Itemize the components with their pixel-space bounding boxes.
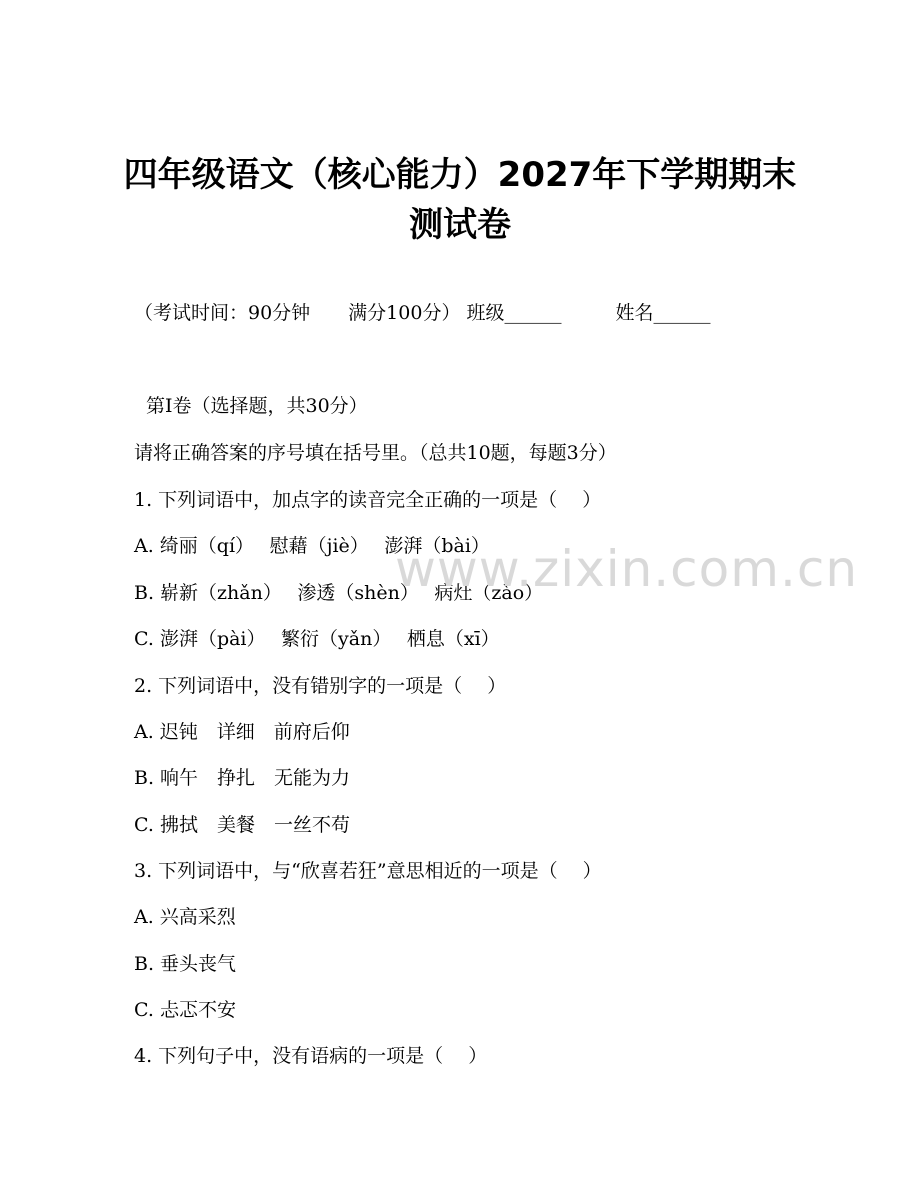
section-instruction: 请将正确答案的序号填在括号里。（总共10题，每题3分） — [134, 442, 617, 464]
question-option: A. 迟钝 详细 前府后仰 — [134, 721, 350, 743]
section-heading: 第Ⅰ卷（选择题，共30分） — [146, 395, 368, 417]
title-line-2: 测试卷 — [409, 205, 511, 245]
exam-info: （考试时间：90分钟 满分100分） — [134, 302, 461, 324]
class-field: 班级______ — [466, 302, 562, 324]
question-option: B. 响午 挣扎 无能为力 — [134, 767, 351, 789]
question-option: A. 绮丽（qí） 慰藉（jiè） 澎湃（bài） — [134, 535, 490, 557]
name-field: 姓名______ — [615, 302, 711, 324]
question-option: C. 澎湃（pài） 繁衍（yǎn） 栖息（xī） — [134, 628, 500, 650]
question-stem: 4. 下列句子中，没有语病的一项是（ ） — [134, 1045, 488, 1067]
question-stem: 2. 下列词语中，没有错别字的一项是（ ） — [134, 675, 507, 697]
question-stem: 1. 下列词语中，加点字的读音完全正确的一项是（ ） — [134, 489, 602, 511]
question-option: C. 拂拭 美餐 一丝不苟 — [134, 814, 350, 836]
title-line-1: 四年级语文（核心能力）2027年下学期期末 — [123, 155, 797, 195]
question-option: A. 兴高采烈 — [134, 906, 236, 928]
question-stem: 3. 下列词语中，与“欣喜若狂”意思相近的一项是（ ） — [134, 860, 602, 882]
watermark: www.zixin.com.cn — [395, 540, 859, 598]
question-option: B. 崭新（zhǎn） 渗透（shèn） 病灶（zào） — [134, 582, 544, 604]
question-option: B. 垂头丧气 — [134, 953, 237, 975]
question-option: C. 忐忑不安 — [134, 999, 236, 1021]
exam-meta-row — [134, 300, 710, 326]
